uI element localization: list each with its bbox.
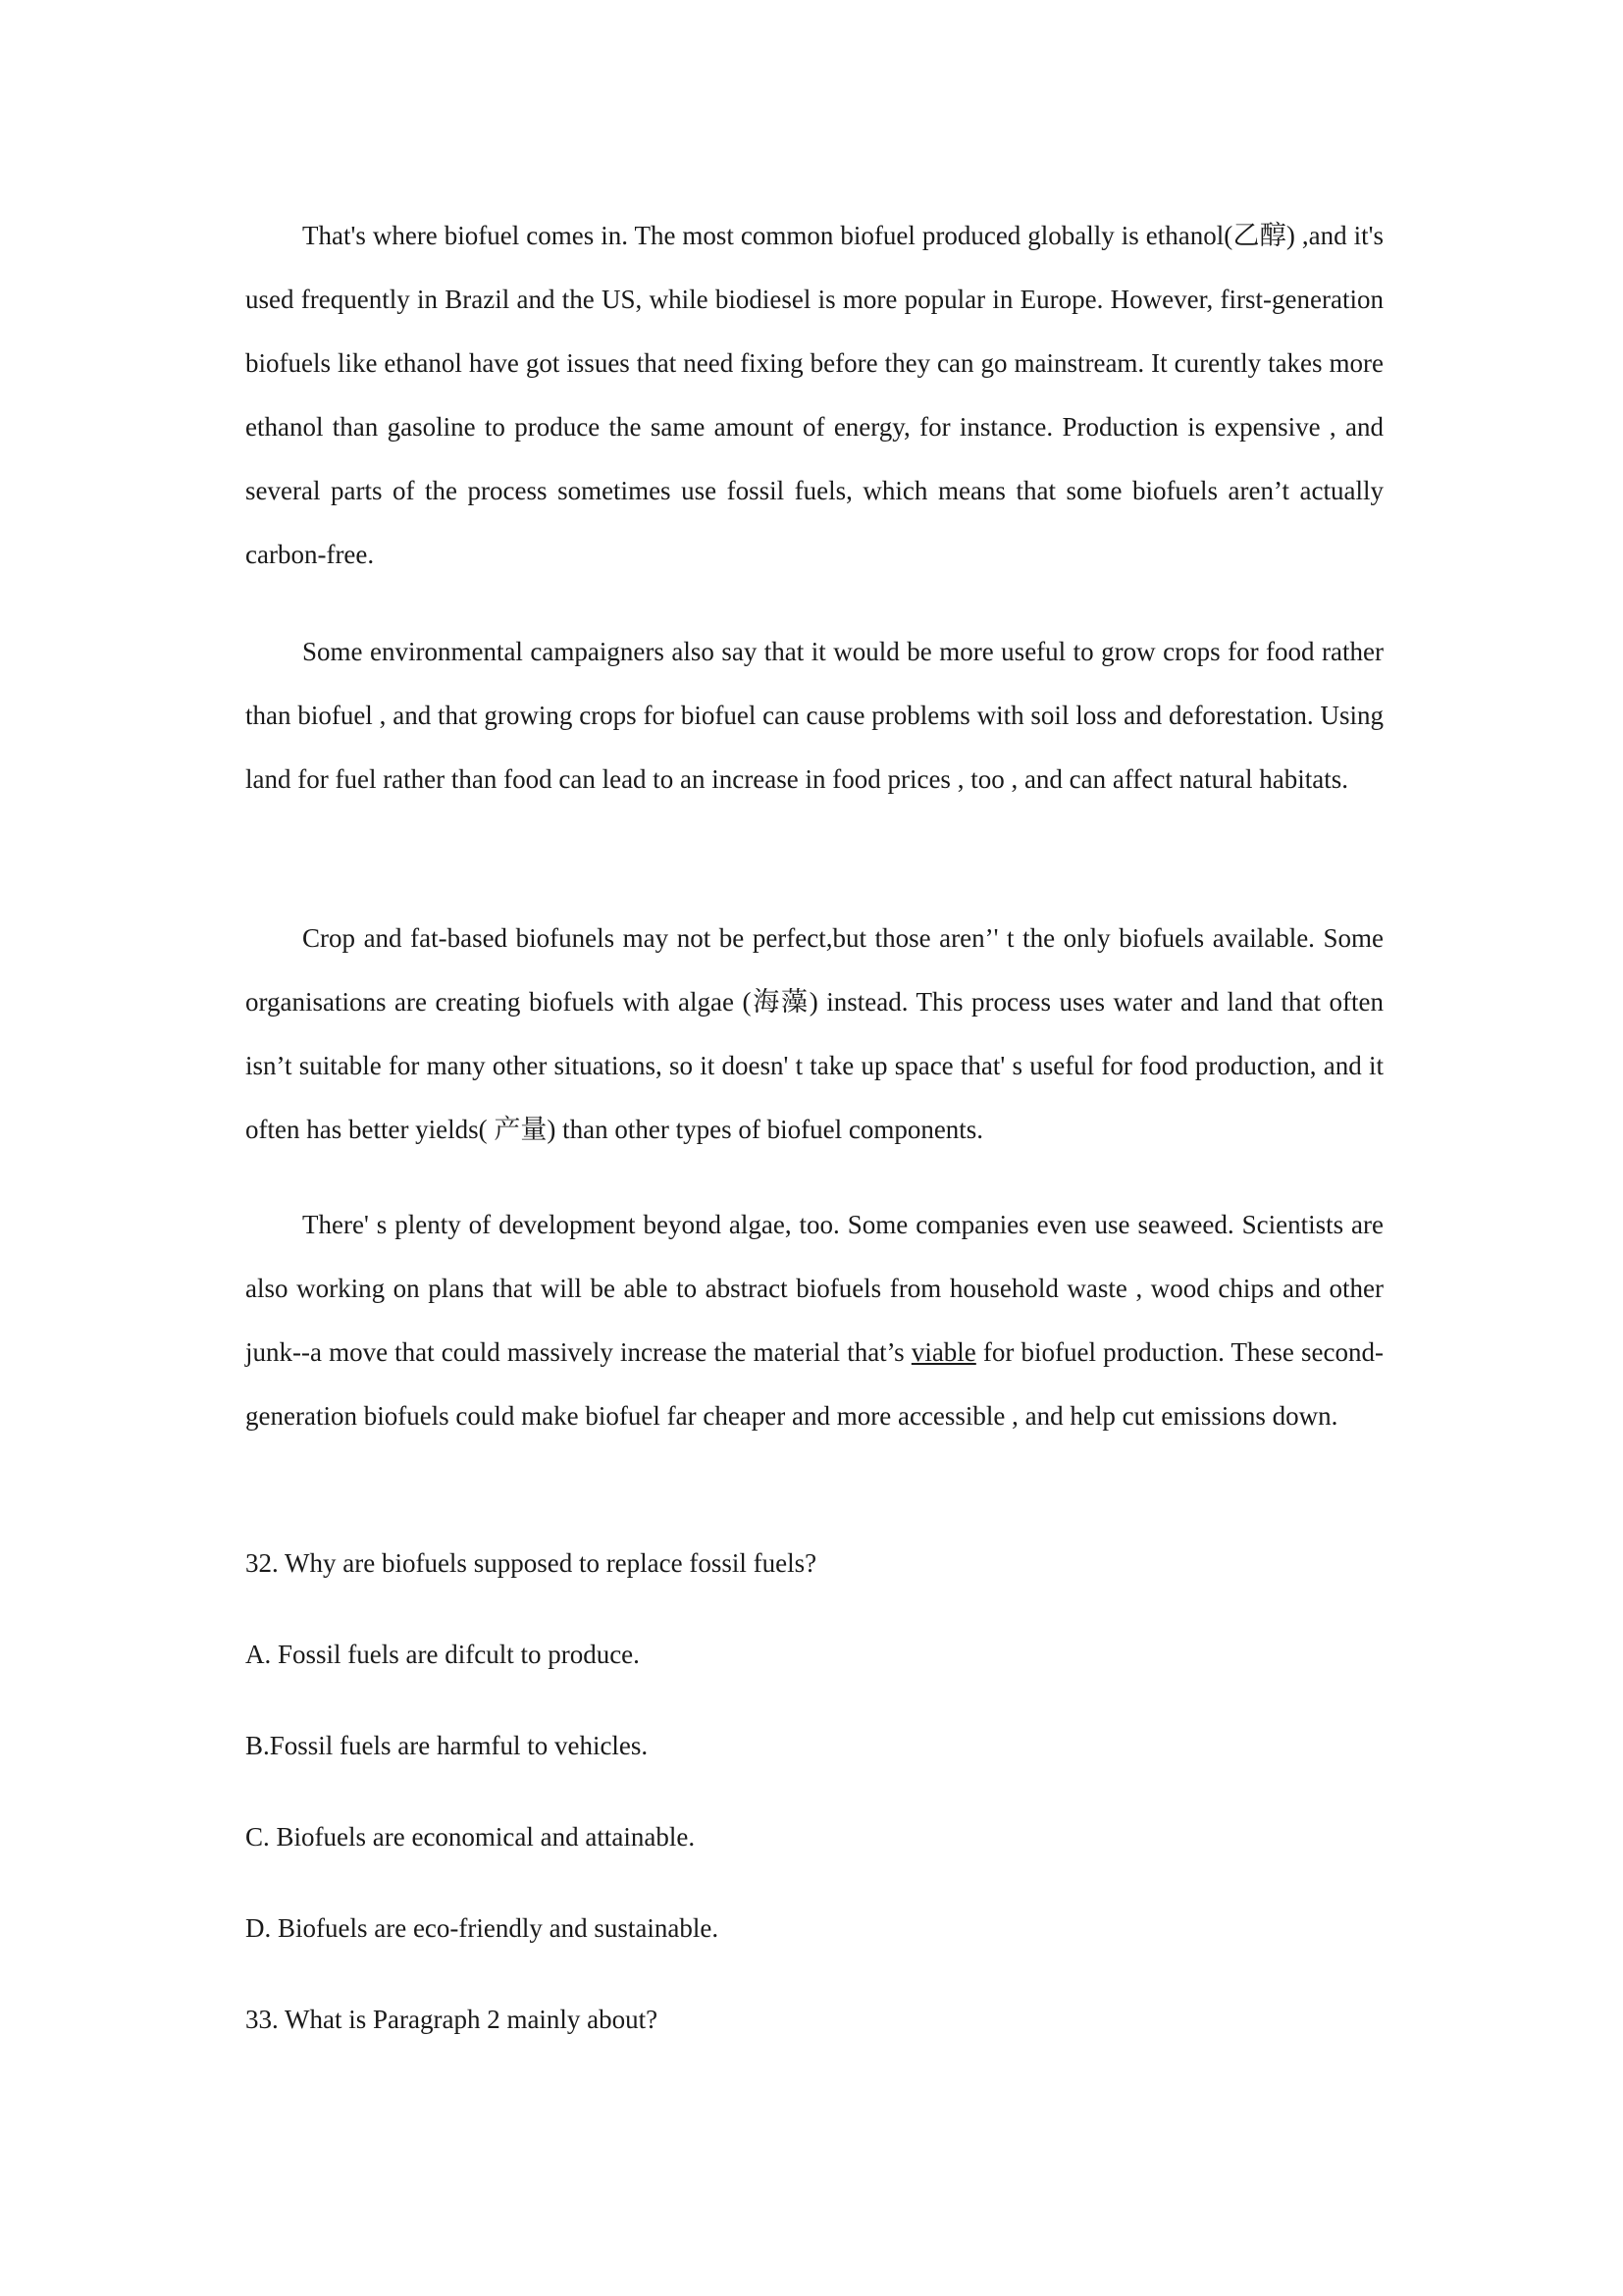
underlined-word: viable <box>911 1337 976 1367</box>
question-33: 33. What is Paragraph 2 mainly about? <box>245 2005 658 2034</box>
paragraph-3: Crop and fat-based biofunels may not be perfect,but those aren’' t the only biofuels available. Some organisations are creating biofuels with algae (海藻) instead. This process uses water and land that often isn’t suitable for many other situations, so it doesn' t take up space that' s useful for food production, and it often has better yields( 产量) than other types of biofuel components. <box>245 923 1384 1144</box>
question-32-option-c: C. Biofuels are economical and attainable. <box>245 1822 696 1852</box>
paragraph-4-text-a: There' s plenty of development beyond algae, too. Some companies even use seaweed. Scientists are also working on plans that will be able to abstract biofuels from household waste , wood chips and other junk--a move that could massively increase the material that’s <box>245 1210 1384 1367</box>
paragraph-1: That's where biofuel comes in. The most common biofuel produced globally is ethanol(乙醇) ,and it's used frequently in Brazil and the US, while biodiesel is more popular in Europe. However, first-generation biofuels like ethanol have got issues that need fixing before they can go mainstream. It curently takes more ethanol than gasoline to produce the same amount of energy, for instance. Production is expensive , and several parts of the process sometimes use fossil fuels, which means that some biofuels aren’t actually carbon-free. <box>245 221 1384 569</box>
question-32-option-a: A. Fossil fuels are difcult to produce. <box>245 1640 640 1669</box>
paragraph-2: Some environmental campaigners also say that it would be more useful to grow crops for food rather than biofuel , and that growing crops for biofuel can cause problems with soil loss and deforestation. Using land for fuel rather than food can lead to an increase in food prices , too , and can affect natural habitats. <box>245 637 1384 794</box>
question-32-option-d: D. Biofuels are eco-friendly and sustainable. <box>245 1913 719 1943</box>
question-32: 32. Why are biofuels supposed to replace fossil fuels? <box>245 1548 817 1578</box>
paragraph-4-text-b: for biofuel production. These second-generation biofuels could make biofuel far cheaper and more accessible , and help cut emissions down. <box>245 1337 1385 1431</box>
paragraph-4 <box>245 1193 1384 1448</box>
question-32-option-b: B.Fossil fuels are harmful to vehicles. <box>245 1731 649 1760</box>
